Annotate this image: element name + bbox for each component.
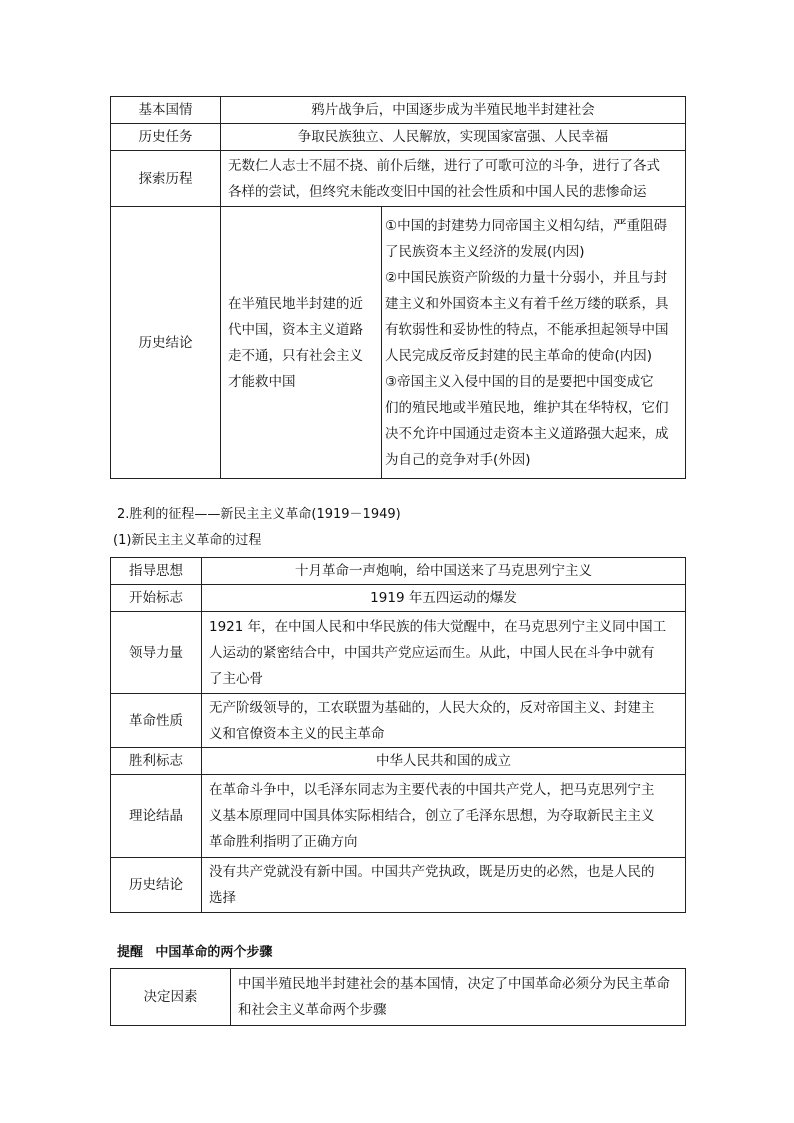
row-label: 指导思想	[111, 558, 202, 585]
row-content: 中华人民共和国的成立	[202, 748, 686, 775]
row-label: 历史任务	[111, 124, 221, 151]
row-content: 鸦片战争后，中国逐步成为半殖民地半封建社会	[221, 97, 686, 124]
row-label: 基本国情	[111, 97, 221, 124]
tip-title: 中国革命的两个步骤	[155, 945, 273, 960]
row-label: 决定因素	[111, 969, 231, 1026]
section-title: 2.胜利的征程——新民主主义革命(1919－1949)	[117, 507, 401, 522]
text-line: 代中国，资本主义道路	[228, 321, 363, 338]
row-content	[202, 612, 686, 694]
text-line: 无数仁人志士不屈不挠、前仆后继，进行了可歌可泣的斗争，进行了各式	[228, 157, 660, 174]
text-line: 建主义和外国资本主义有着千丝万缕的联系，具	[385, 295, 669, 312]
revolution-table	[110, 557, 686, 913]
row-label: 革命性质	[111, 694, 202, 748]
row-content	[202, 858, 686, 913]
reasons-cell	[382, 207, 686, 479]
row-label: 胜利标志	[111, 748, 202, 775]
text-line: ②中国民族资产阶级的力量十分弱小，并且与封	[385, 269, 668, 286]
text-line: ③帝国主义入侵中国的目的是要把中国变成它	[385, 373, 654, 390]
row-label: 历史结论	[111, 858, 202, 913]
conclusion-cell	[221, 207, 382, 479]
row-content: 1919 年五四运动的爆发	[202, 585, 686, 612]
row-label: 领导力量	[111, 612, 202, 694]
steps-table	[110, 968, 686, 1026]
text-line: 在半殖民地半封建的近	[228, 295, 363, 312]
text-line: 人运动的紧密结合中，中国共产党应运而生。从此，中国人民在斗争中就有	[209, 644, 655, 661]
row-label: 开始标志	[111, 585, 202, 612]
row-content	[202, 775, 686, 858]
text-line: 了主心骨	[209, 670, 263, 687]
text-line: 和社会主义革命两个步骤	[238, 1002, 387, 1018]
text-line: 无产阶级领导的，工农联盟为基础的，人民大众的，反对帝国主义、封建主	[209, 699, 655, 716]
row-label: 历史结论	[111, 207, 221, 479]
text-line: 革命胜利指明了正确方向	[209, 834, 358, 850]
text-line: 义基本原理同中国具体实际相结合，创立了毛泽东思想，为夺取新民主主义	[209, 808, 655, 824]
tip-heading	[117, 943, 272, 963]
text-line: 在革命斗争中，以毛泽东同志为主要代表的中国共产党人，把马克思列宁主	[209, 782, 655, 798]
row-content: 争取民族独立、人民解放，实现国家富强、人民幸福	[221, 124, 686, 151]
row-content	[231, 969, 686, 1026]
history-table	[110, 96, 686, 479]
row-label: 理论结晶	[111, 775, 202, 858]
text-line: 了民族资本主义经济的发展(内因)	[385, 243, 585, 260]
text-line: 各样的尝试，但终究未能改变旧中国的社会性质和中国人民的悲惨命运	[228, 183, 647, 200]
row-content	[221, 151, 686, 207]
section-subtitle: (1)新民主主义革命的过程	[113, 533, 262, 548]
text-line: 决不允许中国通过走资本主义道路强大起来，成	[385, 425, 669, 442]
text-line: 1921 年，在中国人民和中华民族的伟大觉醒中，在马克思列宁主义同中国工	[209, 618, 667, 635]
text-line: 中国半殖民地半封建社会的基本国情，决定了中国革命必须分为民主革命	[238, 976, 670, 992]
text-line: 选择	[209, 890, 236, 906]
text-line: 走不通，只有社会主义	[228, 347, 363, 364]
text-line: 有软弱性和妥协性的特点，不能承担起领导中国	[385, 321, 669, 338]
text-line: ①中国的封建势力同帝国主义相勾结，严重阻碍	[385, 217, 668, 234]
text-line: 们的殖民地或半殖民地，维护其在华特权，它们	[385, 399, 669, 416]
row-content	[202, 694, 686, 748]
text-line: 人民完成反帝反封建的民主革命的使命(内因)	[385, 347, 653, 364]
row-content: 十月革命一声炮响，给中国送来了马克思列宁主义	[202, 558, 686, 585]
text-line: 才能救中国	[228, 373, 296, 390]
text-line: 没有共产党就没有新中国。中国共产党执政，既是历史的必然，也是人民的	[209, 864, 655, 880]
text-line: 义和官僚资本主义的民主革命	[209, 725, 385, 742]
row-label: 探索历程	[111, 151, 221, 207]
tip-label: 提醒	[117, 945, 144, 960]
text-line: 为自己的竞争对手(外因)	[385, 451, 531, 468]
